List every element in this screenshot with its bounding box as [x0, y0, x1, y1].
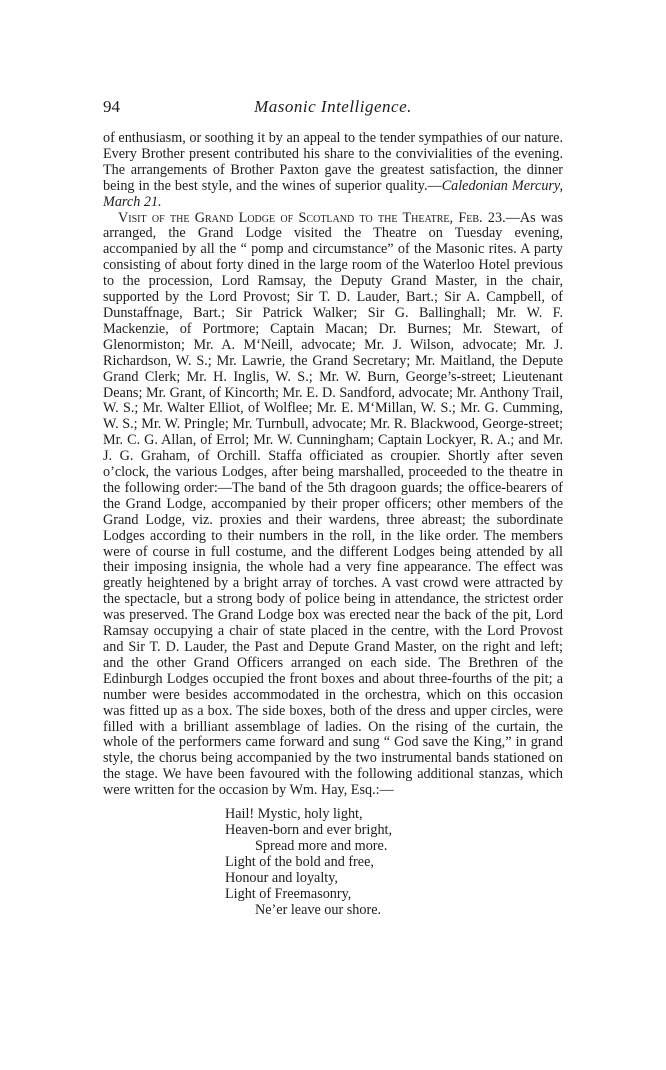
page-header: [103, 97, 563, 119]
verse-line: Light of the bold and free,: [225, 853, 374, 870]
section-heading: Visit of the Grand Lodge of Scotland to the Theatre, Feb. 23.: [118, 209, 506, 226]
paragraph-dinner-account: [103, 131, 563, 211]
article-body: [103, 131, 563, 918]
source-citation: Caledonian Mercury, March 21.: [103, 177, 563, 210]
running-title: Masonic Intelligence.: [254, 97, 412, 116]
verse-stanza: [225, 807, 563, 918]
page-number: 94: [103, 97, 120, 116]
paragraph-theatre-visit: [103, 211, 563, 800]
verse-line: Light of Freemasonry,: [225, 885, 352, 902]
verse-line: Ne’er leave our shore.: [255, 901, 382, 918]
verse-line: Hail! Mystic, holy light,: [225, 806, 363, 823]
verse-line: Heaven-born and ever bright,: [225, 821, 393, 838]
verse-line: Honour and loyalty,: [225, 869, 338, 886]
paragraph-text: —As was arranged, the Grand Lodge visited the Theatre on Tuesday evening, accompanied by all the “ pomp and circumstance” of the Masonic rites. A party consisting of about forty dined in the large room of the Waterloo Hotel previous to the procession, Lord Ramsay, the Deputy Grand Master, in the chair, supported by the Lord Provost; Sir T. D. Lauder, Bart.; Sir A. Campbell, of Dunstaffnage, Bart.; Sir Patrick Walker; Sir G. Ballinghall; Mr. W. F. Mackenzie, of Portmore; Captain Macan; Dr. Burnes; Mr. Stewart, of Glenormiston; Mr. A. M‘Neill, advocate; Mr. J. Wilson, advocate; Mr. J. Richardson, W. S.; Mr. Lawrie, the Grand Secretary; Mr. Maitland, the Depute Grand Clerk; Mr. H. Inglis, W. S.; Mr. W. Burn, George’s-street; Lieutenant Deans; Mr. Grant, of Kincorth; Mr. E. D. Sandford, advocate; Mr. Anthony Trail, W. S.; Mr. Walter Elliot, of Wolflee; Mr. E. M‘Millan, W. S.; Mr. G. Cumming, W. S.; Mr. W. Pringle; Mr. Turnbull, advocate; Mr. R. Blackwood, George-street; Mr. C. G. Allan, of Errol; Mr. W. Cunningham; Captain Lockyer, R. A.; and Mr. J. G. Graham, of Orchill. Staffa officiated as croupier. Shortly after seven o’clock, the various Lodges, after being marshalled, proceeded to the theatre in the following order:—The band of the 5th dragoon guards; the office-bearers of the Grand Lodge, accompanied by their proper officers; other members of the Grand Lodge, viz. proxies and their wardens, three abreast; the subordinate Lodges according to their numbers in the roll, in the like order. The members were of course in full costume, and the different Lodges being attended by all their imposing insignia, the whole had a very fine appearance. The effect was greatly heightened by a bright array of torches. A vast crowd were attracted by the spectacle, but a strong body of police being in attendance, the strictest order was preserved. The Grand Lodge box was erected near the back of the pit, Lord Ramsay occupying a chair of state placed in the centre, with the Lord Provost and Sir T. D. Lauder, the Past and Depute Grand Master, on the right and left; and the other Grand Officers arranged on each side. The Brethren of the Edinburgh Lodges occupied the front boxes and about three-fourths of the pit; a number were besides accommodated in the orchestra, which on this occasion was fitted up as a box. The side boxes, both of the dress and upper circles, were filled with a brilliant assemblage of ladies. On the rising of the curtain, the whole of the performers came forward and sung “ God save the King,” in grand style, the chorus being accompanied by the two instrumental bands stationed on the stage. We have been favoured with the following additional stanzas, which were written for the occasion by Wm. Hay, Esq.:—: [103, 209, 563, 799]
verse-line: Spread more and more.: [255, 837, 388, 854]
paragraph-text: of enthusiasm, or soothing it by an appeal to the tender sympathies of our nature. Every Brother present contributed his share to the convivialities of the evening. The arrangements of Brother Paxton gave the greatest satisfaction, the dinner being in the best style, and the wines of superior quality.—: [103, 130, 563, 194]
